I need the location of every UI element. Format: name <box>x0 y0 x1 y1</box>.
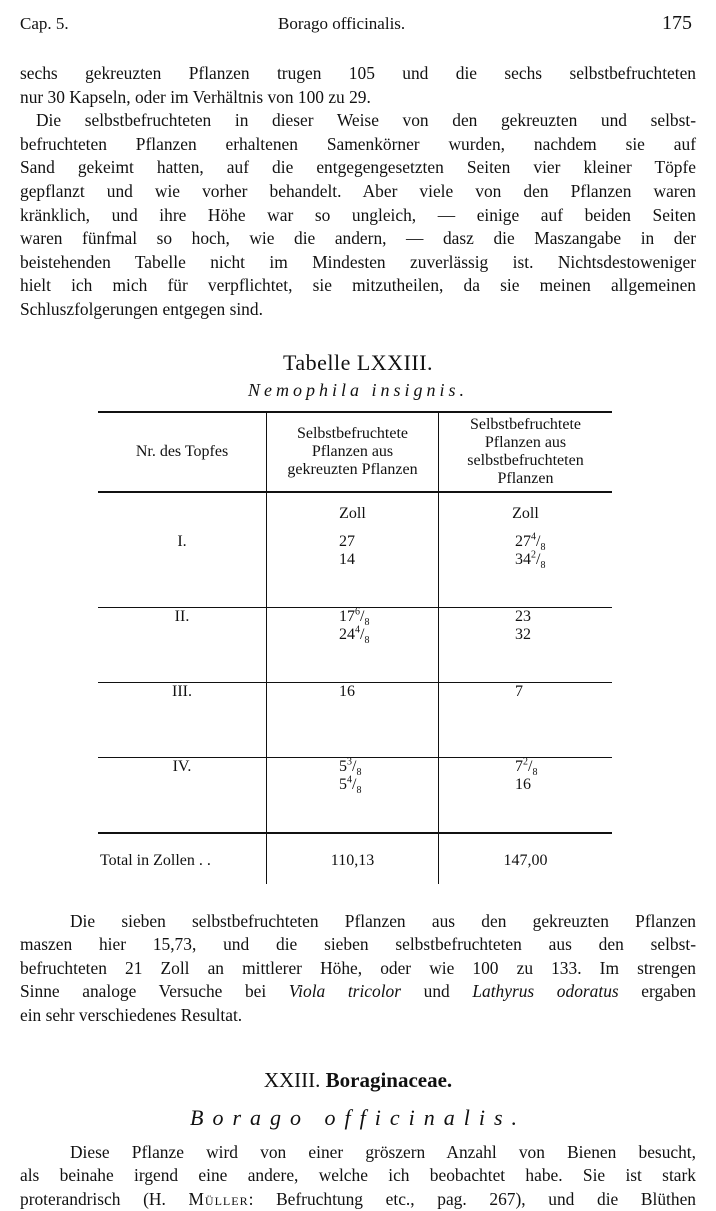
text-line: sechs gekreuzten Pflanzen trugen 105 und die sechs selbstbefruchteten <box>20 62 696 86</box>
measurement-value: 14 <box>339 551 438 569</box>
measurement-value: $24^4/_8$ <box>339 626 438 644</box>
text-line: proterandrisch (H. Müller: Befruchtung etc., pag. 267), und die Blüthen <box>20 1188 696 1211</box>
running-title: Borago officinalis. <box>278 14 405 34</box>
text-line: Sand gekeimt hatten, auf die entgegengesetzten Seiten vier kleiner Töpfe <box>20 156 696 180</box>
header-line: gekreuzten Pflanzen <box>287 461 417 479</box>
section-name: Boraginaceae. <box>326 1068 453 1092</box>
text-line: beistehenden Tabelle nicht im Mindesten zuverlässig ist. Nichtsdestoweniger <box>20 251 696 275</box>
table-row <box>98 757 612 832</box>
pot-number: II. <box>98 608 266 682</box>
total-row <box>98 834 612 884</box>
table-title: Tabelle LXXIII. <box>20 350 696 376</box>
text-line: Sinne analoge Versuche bei Viola tricolor und Lathyrus odoratus ergaben <box>20 980 696 1004</box>
section-numeral: XXIII. <box>264 1068 321 1092</box>
measurement-value: 16 <box>515 776 612 794</box>
text-line: Schluszfolgerungen entgegen sind. <box>20 298 696 322</box>
pot-number: IV. <box>98 758 266 832</box>
paragraph-1 <box>20 62 696 322</box>
measurement-value: $5^3/_8$ <box>339 758 438 776</box>
table-row <box>98 533 612 607</box>
paragraph-3 <box>20 1141 696 1211</box>
text-line: ein sehr verschiedenes Resultat. <box>20 1004 696 1028</box>
text-line: kränklich, und ihre Höhe war so ungleich, — einige auf beiden Seiten <box>20 204 696 228</box>
header-line: Pflanzen <box>467 470 583 488</box>
section-heading <box>20 1068 696 1093</box>
measurement-value: 7 <box>515 683 612 701</box>
header-line: Pflanzen aus <box>287 443 417 461</box>
measurement-value: $5^4/_8$ <box>339 776 438 794</box>
unit-empty <box>98 493 266 533</box>
running-head <box>20 8 696 38</box>
text-line: befruchteten 21 Zoll an mittlerer Höhe, oder wie 100 zu 133. Im strengen <box>20 957 696 981</box>
text-line: gepflanzt und wie vorher behandelt. Aber viele von den Pflanzen waren <box>20 180 696 204</box>
text-line: hielt ich mich für verpflichtet, sie mitzutheilen, da sie meinen allgemeinen <box>20 274 696 298</box>
measurement-value: 27 <box>339 533 438 551</box>
text-line: nur 30 Kapseln, oder im Verhältnis von 100 zu 29. <box>20 86 696 110</box>
header-self-from-crossed <box>266 413 438 491</box>
header-line: Selbstbefruchtete <box>467 416 583 434</box>
text-line: Diese Pflanze wird von einer gröszern Anzahl von Bienen besucht, <box>20 1141 696 1165</box>
data-table <box>98 411 612 884</box>
chapter-label: Cap. 5. <box>20 14 69 34</box>
header-line: Selbstbefruchtete <box>287 425 417 443</box>
pot-number: I. <box>98 533 266 607</box>
measurement-value: $17^6/_8$ <box>339 608 438 626</box>
unit-row <box>98 493 612 533</box>
page-number: 175 <box>662 12 692 35</box>
text-line: befruchteten Pflanzen erhaltenen Samenkörner wurden, nachdem sie auf <box>20 133 696 157</box>
table-row <box>98 607 612 682</box>
self-from-self-values <box>438 533 612 607</box>
table-header-row <box>98 413 612 491</box>
unit-col3: Zoll <box>438 493 612 533</box>
measurement-value: $34^2/_8$ <box>515 551 612 569</box>
self-from-crossed-values <box>266 683 438 757</box>
table-subtitle: Nemophila insignis. <box>20 380 696 401</box>
text-line: Die selbstbefruchteten in dieser Weise von den gekreuzten und selbst- <box>20 109 696 133</box>
table-body <box>98 533 612 832</box>
header-self-from-self <box>438 413 612 491</box>
text-line: waren fünfmal so hoch, wie die andern, — dasz die Maszangabe in der <box>20 227 696 251</box>
unit-col2: Zoll <box>266 493 438 533</box>
measurement-value: $27^4/_8$ <box>515 533 612 551</box>
self-from-crossed-values <box>266 758 438 832</box>
genus-heading: Borago officinalis. <box>20 1105 696 1131</box>
measurement-value: 16 <box>339 683 438 701</box>
total-label: Total in Zollen . . <box>98 834 266 884</box>
measurement-value: $7^2/_8$ <box>515 758 612 776</box>
measurement-value: 32 <box>515 626 612 644</box>
self-from-self-values <box>438 608 612 682</box>
self-from-self-values <box>438 758 612 832</box>
text-line: Die sieben selbstbefruchteten Pflanzen aus den gekreuzten Pflanzen <box>20 910 696 934</box>
measurement-value: 23 <box>515 608 612 626</box>
pot-number: III. <box>98 683 266 757</box>
header-line: Pflanzen aus <box>467 434 583 452</box>
paragraph-2 <box>20 910 696 1028</box>
total-col3: 147,00 <box>438 834 612 884</box>
table-row <box>98 682 612 757</box>
text-line: maszen hier 15,73, und die sieben selbstbefruchteten aus den selbst- <box>20 933 696 957</box>
book-page <box>20 8 696 1211</box>
header-pot-number: Nr. des Topfes <box>98 413 266 491</box>
total-col2: 110,13 <box>266 834 438 884</box>
header-line: selbstbefruchteten <box>467 452 583 470</box>
self-from-self-values <box>438 683 612 757</box>
text-line: als beinahe irgend eine andere, welche ich beobachtet habe. Sie ist stark <box>20 1164 696 1188</box>
self-from-crossed-values <box>266 533 438 607</box>
self-from-crossed-values <box>266 608 438 682</box>
